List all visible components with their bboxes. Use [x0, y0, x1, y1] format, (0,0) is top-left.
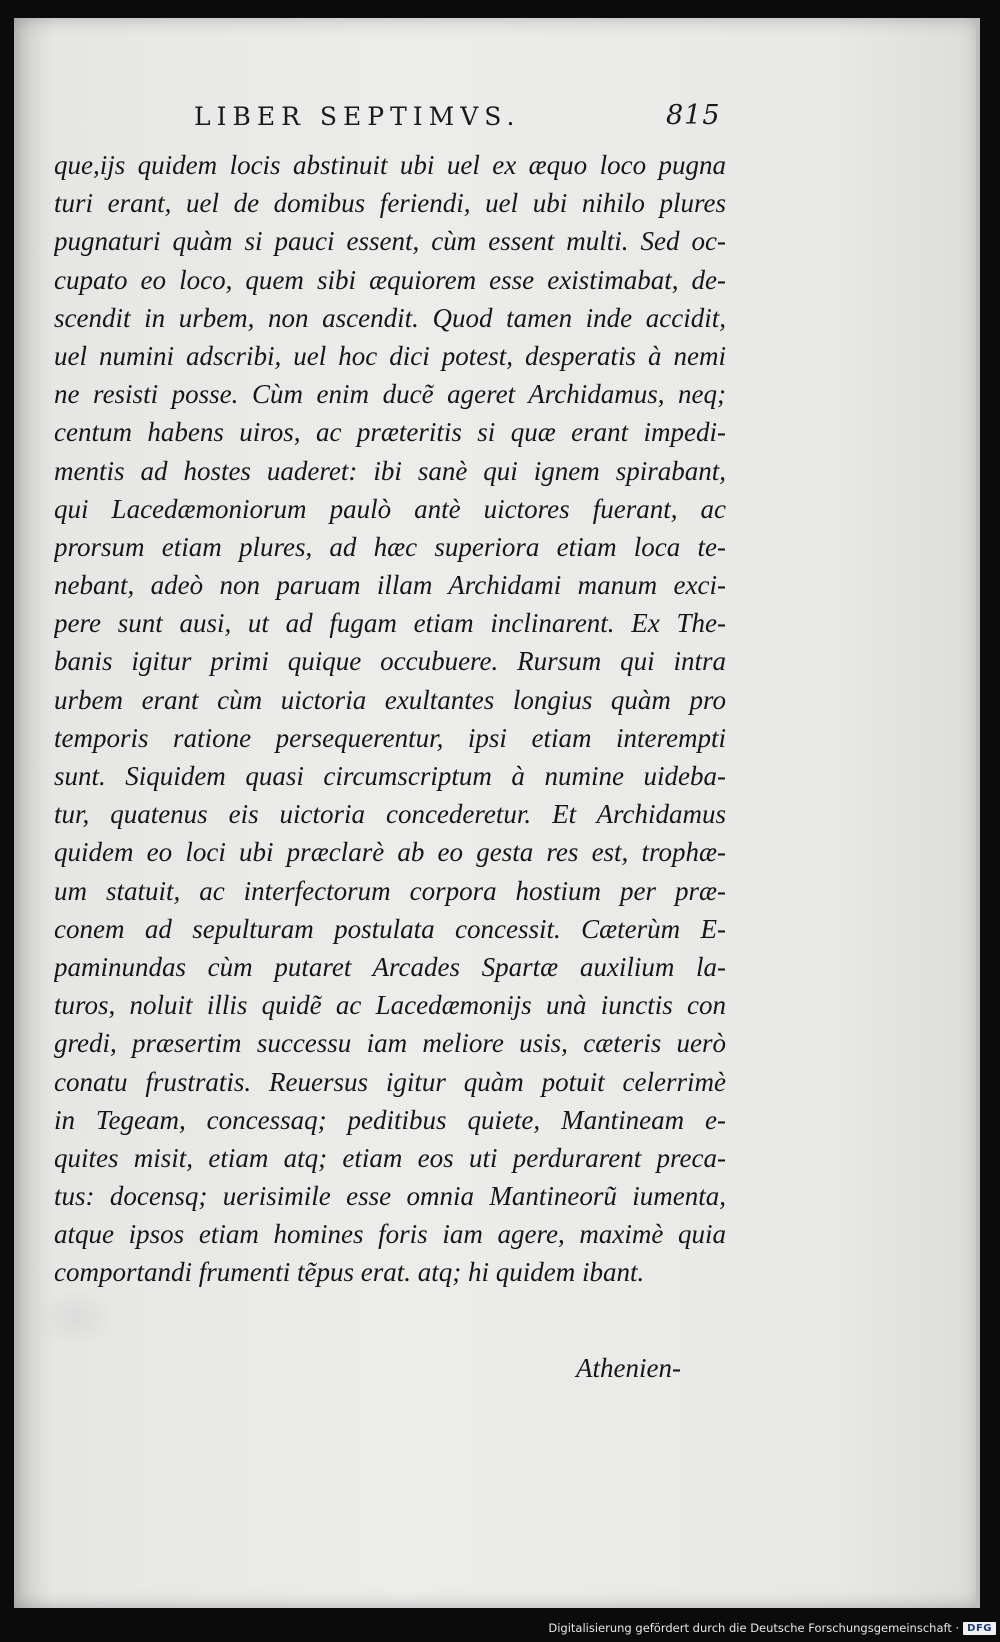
text-line: conem ad sepulturam postulata concessit. Cæterùm E- — [54, 913, 726, 944]
text-line: tur, quatenus eis uictoria concederetur. Et Archidamus — [54, 799, 726, 830]
text-line: um statuit, ac interfectorum corpora hostium per præ- — [54, 875, 726, 906]
catchword: Athenien- — [576, 1353, 681, 1383]
running-head — [194, 100, 721, 138]
text-line: paminundas cùm putaret Arcades Spartæ auxilium la- — [54, 951, 726, 982]
book-page — [14, 18, 980, 1608]
text-line: nebant, adeò non paruam illam Archidami manum exci- — [54, 570, 726, 601]
text-line: gredi, præsertim successu iam meliore usis, cæteris uerò — [54, 1028, 726, 1059]
text-line: prorsum etiam plures, ad hæc superiora etiam loca te- — [54, 531, 726, 562]
text-line: pugnaturi quàm si pauci essent, cùm essent multi. Sed oc- — [54, 226, 726, 257]
text-line: pere sunt ausi, ut ad fugam etiam inclinarent. Ex The- — [54, 608, 726, 639]
text-line: temporis ratione persequerentur, ipsi etiam interempti — [54, 722, 726, 753]
page-edge — [976, 18, 980, 1608]
footer-bar — [548, 1618, 1000, 1638]
funding-credit: Digitalisierung gefördert durch die Deutsche Forschungsgemeinschaft · — [548, 1621, 960, 1635]
text-line: comportandi frumenti tẽpus erat. atq; hi quidem ibant. — [54, 1257, 645, 1288]
dfg-logo-badge: DFG — [963, 1622, 996, 1635]
text-line: cupato eo loco, quem sibi æquiorem esse existimabat, de- — [54, 264, 726, 295]
text-line: in Tegeam, concessaq; peditibus quiete, Mantineam e- — [54, 1104, 726, 1135]
text-line: que,ijs quidem locis abstinuit ubi uel ex æquo loco pugna — [54, 150, 726, 180]
running-head-title: LIBER SEPTIMVS. — [194, 102, 521, 131]
text-line: centum habens uiros, ac præteritis si quæ erant impedi- — [54, 417, 726, 448]
text-line: mentis ad hostes uaderet: ibi sanè qui ignem spirabant, — [54, 455, 726, 486]
text-line: qui Lacedæmoniorum paulò antè uictores fuerant, ac — [54, 493, 726, 524]
folio-number: 815 — [666, 100, 721, 131]
text-line: uel numini adscribi, uel hoc dici potest, desperatis à nemi — [54, 340, 726, 371]
text-line: tus: docensq; uerisimile esse omnia Mantineorũ iumenta, — [54, 1181, 726, 1212]
paper-stain — [36, 1288, 116, 1348]
text-line: quidem eo loci ubi præclarè ab eo gesta res est, trophæ- — [54, 837, 726, 868]
text-line: scendit in urbem, non ascendit. Quod tamen inde accidit, — [54, 302, 726, 333]
text-line: turi erant, uel de domibus feriendi, uel ubi nihilo plures — [54, 188, 726, 219]
text-line: turos, noluit illis quidẽ ac Lacedæmonijs unà iunctis con — [54, 990, 726, 1021]
text-line: sunt. Siquidem quasi circumscriptum à numine uideba- — [54, 761, 726, 791]
text-line: quites misit, etiam atq; etiam eos uti perdurarent preca- — [54, 1142, 726, 1173]
text-line: conatu frustratis. Reuersus igitur quàm potuit celerrimè — [54, 1066, 726, 1097]
text-line: atque ipsos etiam homines foris iam agere, maximè quia — [54, 1219, 726, 1250]
text-line: banis igitur primi quique occubuere. Rursum qui intra — [54, 646, 726, 677]
text-line: urbem erant cùm uictoria exultantes longius quàm pro — [54, 684, 726, 715]
text-block — [54, 146, 726, 1292]
text-line: ne resisti posse. Cùm enim ducẽ ageret Archidamus, neq; — [54, 379, 726, 410]
